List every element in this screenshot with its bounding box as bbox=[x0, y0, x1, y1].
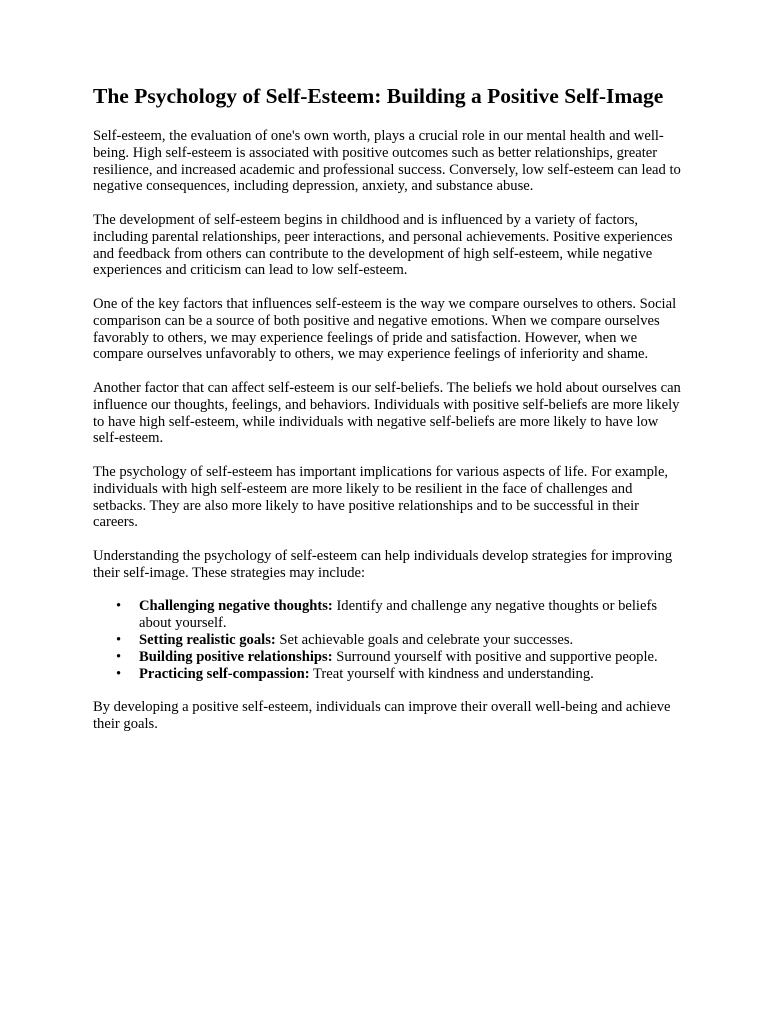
document-title: The Psychology of Self-Esteem: Building a Positive Self-Image bbox=[93, 84, 664, 108]
strategy-term: Practicing self-compassion: bbox=[139, 665, 310, 682]
strategy-text: Surround yourself with positive and supportive people. bbox=[332, 648, 658, 665]
paragraph-5: The psychology of self-esteem has important implications for various aspects of life. For example, individuals with high self-esteem are more likely to be resilient in the face of challenges and setbacks. They are also more likely to have positive relationships and to be successful in their careers. bbox=[93, 463, 669, 531]
strategy-text: Identify and challenge any negative thoughts or beliefs about yourself. bbox=[139, 598, 657, 632]
bullet-icon: • bbox=[116, 648, 122, 665]
paragraph-6: Understanding the psychology of self-esteem can help individuals develop strategies for improving their self-image. These strategies may include: bbox=[93, 547, 673, 581]
closing-paragraph: By developing a positive self-esteem, individuals can improve their overall well-being and achieve their goals. bbox=[93, 699, 671, 732]
bullet-icon: • bbox=[116, 631, 122, 648]
strategy-term: Setting realistic goals: bbox=[139, 631, 276, 648]
strategies-list bbox=[93, 598, 683, 682]
bullet-icon: • bbox=[116, 665, 122, 682]
list-item bbox=[116, 665, 683, 683]
paragraph-4: Another factor that can affect self-esteem is our self-beliefs. The beliefs we hold about ourselves can influence our thoughts, feelings, and behaviors. Individuals with positive self-beliefs are more likely to have high self-esteem, while individuals with negative self-beliefs are more likely to have low self-esteem. bbox=[93, 379, 681, 447]
paragraph-3: One of the key factors that influences self-esteem is the way we compare ourselves to others. Social comparison can be a source of both positive and negative emotions. When we compare ourselves favorably to others, we may experience feelings of pride and satisfaction. However, when we compare ourselves unfavorably to others, we may experience feelings of inferiority and shame. bbox=[93, 295, 677, 363]
strategy-term: Building positive relationships: bbox=[139, 648, 333, 665]
paragraph-2: The development of self-esteem begins in childhood and is influenced by a variety of factors, including parental relationships, peer interactions, and personal achievements. Positive experiences and feedback from others can contribute to the development of high self-esteem, while negative experiences and criticism can lead to low self-esteem. bbox=[93, 211, 673, 279]
list-item bbox=[116, 598, 683, 632]
list-item bbox=[116, 631, 683, 649]
document-page bbox=[93, 84, 683, 749]
list-item bbox=[116, 648, 683, 666]
bullet-icon: • bbox=[116, 598, 122, 615]
strategy-term: Challenging negative thoughts: bbox=[139, 598, 333, 615]
strategy-text: Treat yourself with kindness and understanding. bbox=[309, 665, 594, 682]
strategy-text: Set achievable goals and celebrate your successes. bbox=[275, 631, 574, 648]
paragraph-1: Self-esteem, the evaluation of one's own worth, plays a crucial role in our mental health and well-being. High self-esteem is associated with positive outcomes such as better relationships, greater resilience, and increased academic and professional success. Conversely, low self-esteem can lead to negative consequences, including depression, anxiety, and substance abuse. bbox=[93, 128, 681, 195]
